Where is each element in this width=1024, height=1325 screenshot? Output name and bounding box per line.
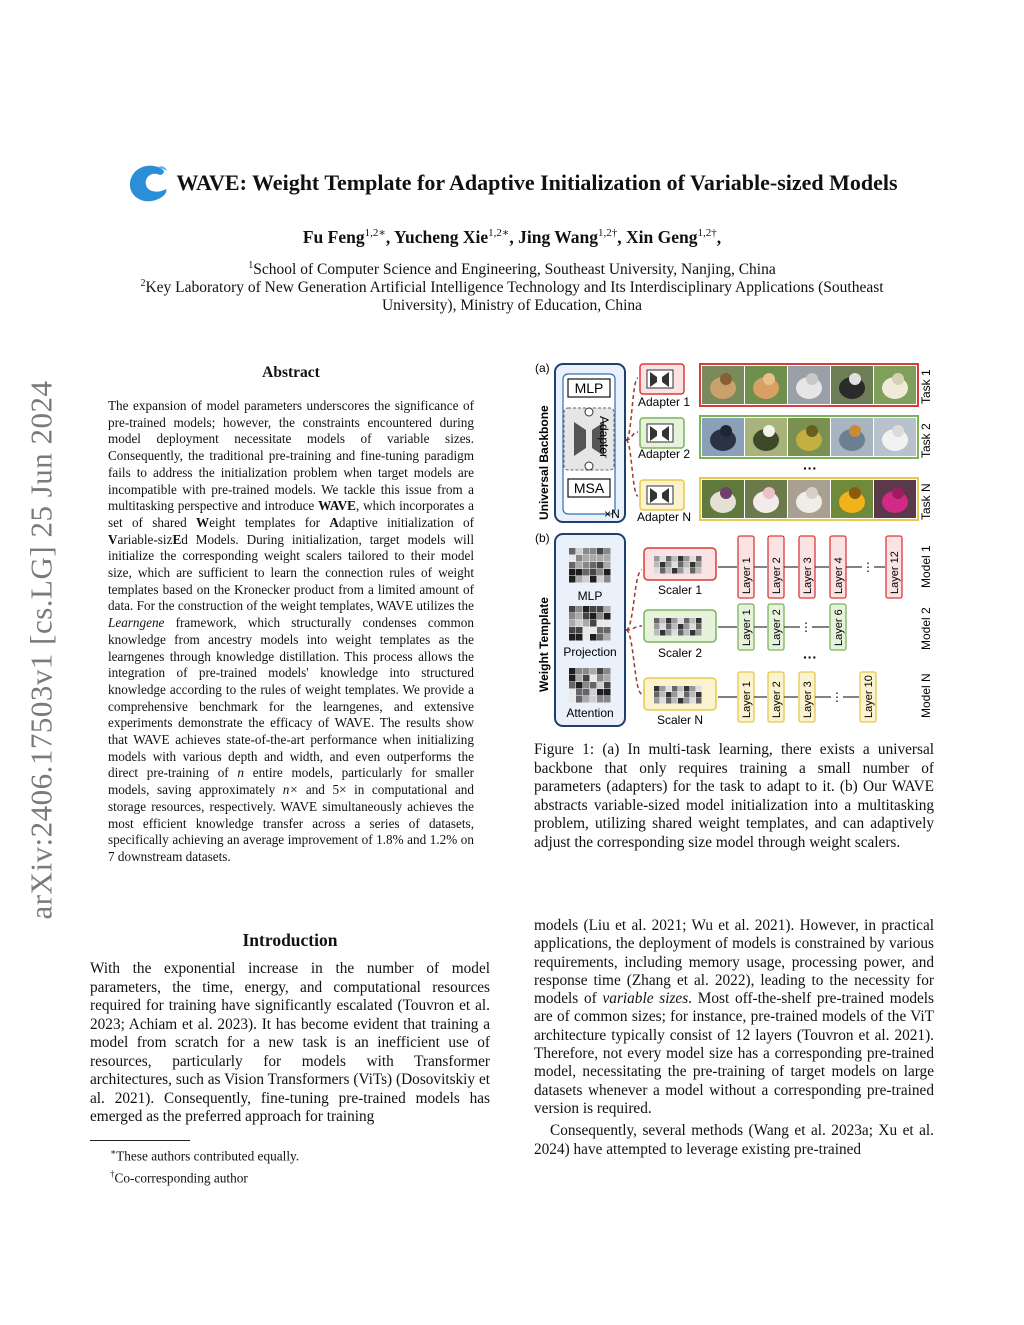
model-1-label: Model 1 (919, 545, 933, 588)
layer-label: Layer 1 (741, 557, 753, 594)
times-n-label: ×N (604, 507, 620, 521)
author-affil-mark: 1,2† (598, 227, 618, 239)
author-affil-mark: 1,2† (697, 227, 717, 239)
paper-title: WAVE: Weight Template for Adaptive Initialization of Variable-sized Models (176, 170, 898, 195)
abstract-body: The expansion of model parameters underscores the significance of pre-trained models; however, the constraints encountered during model deployment necessitate models of variable sizes. Consequently, the traditional pre-training and fine-tuning paradigm fails to address the initialization problem when target models are incompatible with pre-trained models. We tackle this issue from a multitasking perspective and introduce WAVE, which incorporates a set of shared Weight templates for Adaptive initialization of Variable-sizEd Models. During initialization, target models will initialize the corresponding weight scalers tailored to their model size, which are sufficient to learn the connection rules of weight templates based on the Kronecker product from a limited amount of data. For the construction of the weight templates, WAVE utilizes the Learngene framework, which structurally condenses common knowledge from ancestry models into weight templates as the learngenes through knowledge distillation. This process allows the integration of pre-trained models' knowledge into structured knowledge according to the rules of weight templates. We provide a comprehensive benchmark for the learngenes, and extensive experiments demonstrate the efficacy of WAVE. The results show that WAVE achieves state-of-the-art performance when initializing models with various depth and width, and even outperforms the direct pre-training of n entire models, particularly for smaller models, saving approximately n× and 5× in computational and storage resources, respectively. WAVE simultaneously achieves the most efficient knowledge transfer across a series of datasets, specifically achieving an average improvement of 1.8% and 1.2% on 7 downstream datasets. (108, 398, 474, 864)
template-projection-label: Projection (563, 645, 617, 659)
adapter-2-label: Adapter 2 (637, 447, 691, 461)
author-name: Yucheng Xie (393, 226, 489, 247)
model-ellipsis: ··· (803, 649, 817, 665)
author-name: Jing Wang (518, 226, 599, 247)
model-2-label: Model 2 (919, 607, 933, 650)
task-2-images (700, 416, 918, 458)
task-ellipsis: ··· (803, 460, 817, 476)
figure-1-caption: Figure 1: (a) In multi-task learning, there exists a universal backbone that only requires training a small number of parameters (adapters) for the task to adapt to it. (b) Our WAVE abstracts variable-sized model initialization into a multitasking problem, utilizing shared weight templates, and can adaptively adjust the corresponding size model through weight scalers. (534, 741, 934, 851)
template-attention-label: Attention (566, 706, 614, 720)
adapter-n-label: Adapter N (636, 510, 692, 524)
wave-logo-icon (126, 163, 170, 203)
abstract-heading: Abstract (262, 364, 320, 381)
author-name: Xin Geng (626, 226, 698, 247)
adapter-1-box (640, 364, 684, 394)
adapter-2-box (640, 418, 684, 448)
layer-ellipsis: ⋮ (800, 620, 812, 634)
task-n-images (700, 478, 918, 520)
layer-label: Layer 4 (833, 557, 845, 594)
panel-b-label: (b) (535, 531, 550, 545)
figure-1 (534, 360, 934, 730)
task-n-label: Task N (919, 483, 933, 520)
layer-label: Layer 1 (741, 609, 753, 646)
layer-label: Layer 3 (802, 557, 814, 594)
column-2-body (534, 917, 934, 1159)
weight-template-label: Weight Template (537, 597, 551, 692)
col2-paragraph-2: Consequently, several methods (Wang et al. 2023a; Xu et al. 2024) have attempted to leverage existing pre-trained (534, 1122, 934, 1158)
layer-label: Layer 2 (771, 557, 783, 594)
adapter-vertical-label: Adapter (597, 416, 611, 459)
mlp-label: MLP (574, 380, 604, 396)
layer-label: Layer 3 (802, 681, 814, 718)
footnote-corresponding: Co-corresponding author (114, 1170, 248, 1186)
adapter-n-box (640, 480, 684, 510)
author-affil-mark: 1,2∗ (488, 227, 510, 239)
affiliation-2-line1: Key Laboratory of New Generation Artificial Intelligence Technology and Its Interdisciplinary Applications (Southeast (145, 279, 884, 297)
msa-label: MSA (573, 480, 605, 496)
introduction-body: With the exponential increase in the number of model parameters, the time, energy, and computational resources required for training have significantly escalated (Touvron et al. 2023; Achiam et al. 2023). It has become evident that training a model from scratch for a new task is an inefficient use of resources, particularly for models with Transformer architectures, such as Vision Transformers (ViTs) (Dosovitskiy et al. 2021). Consequently, fine-tuning pre-trained models has emerged as the preferred approach for training (90, 960, 490, 1125)
task-1-label: Task 1 (919, 369, 933, 404)
layer-label: Layer 6 (833, 609, 845, 646)
arxiv-identifier: arXiv:2406.17503v1 [cs.LG] 25 Jun 2024 (24, 380, 59, 920)
footnote-equal-contribution: These authors contributed equally. (116, 1148, 300, 1164)
layer-ellipsis: ⋮ (862, 560, 874, 574)
affiliation-2-line2: University), Ministry of Education, China (381, 297, 643, 315)
scaler-1-label: Scaler 1 (657, 583, 703, 597)
footnotes: ∗These authors contributed equally. †Co-corresponding author (110, 1147, 300, 1186)
author-name: Fu Feng (302, 226, 365, 247)
adapter-1-label: Adapter 1 (637, 395, 691, 409)
affiliation-1-text: School of Computer Science and Engineering, Southeast University, Nanjing, China (253, 261, 776, 279)
footnote-rule (90, 1140, 190, 1141)
scaler-n-label: Scaler N (656, 713, 704, 727)
introduction-heading: Introduction (242, 930, 338, 950)
author-list: Fu Feng$^{1,2∗}$, Yucheng Xie$^{1,2∗}$, Jing Wang$^{1,2\dagger}$, Xin Geng$^{1,2\dagger}$, (302, 226, 722, 247)
model-n-label: Model N (919, 673, 933, 718)
layer-ellipsis: ⋮ (831, 690, 843, 704)
task-1-images (700, 364, 918, 406)
scaler-2-label: Scaler 2 (657, 646, 703, 660)
layer-label: Layer 1 (741, 681, 753, 718)
arxiv-sidebar (22, 360, 62, 940)
affiliation-1: $^1$School of Computer Science and Engineering, Southeast University, Nanjing, China (248, 260, 776, 279)
title-row (0, 163, 1024, 203)
layer-label: Layer 12 (889, 551, 901, 594)
col2-paragraph-1: models (Liu et al. 2021; Wu et al. 2021). However, in practical applications, the deployment of models is constrained by various requirements, including memory usage, processing power, and response time (Zhang et al. 2022), leading to the necessity for models of variable sizes. Most off-the-shelf pre-trained models are of common sizes; for instance, pre-trained models of the ViT architecture typically consist of 12 layers (Touvron et al. 2021). Therefore, not every model size has a corresponding pre-trained model, necessitating the pre-training of target models on large datasets whenever a model without a corresponding pre-trained version is required. (534, 917, 934, 1117)
layer-label: Layer 2 (771, 681, 783, 718)
layer-label: Layer 2 (771, 609, 783, 646)
template-mlp-label: MLP (577, 589, 603, 603)
author-affil-mark: 1,2∗ (364, 227, 386, 239)
task-2-label: Task 2 (919, 423, 933, 458)
layer-label: Layer 10 (863, 675, 875, 718)
panel-a-label: (a) (535, 361, 550, 375)
figure-1-diagram (534, 360, 934, 730)
affiliation-2: $^2$Key Laboratory of New Generation Artificial Intelligence Technology and Its Interdisciplinary Applications (Southeast University), Ministry of Education, China (140, 278, 884, 315)
universal-backbone-label: Universal Backbone (537, 405, 551, 520)
